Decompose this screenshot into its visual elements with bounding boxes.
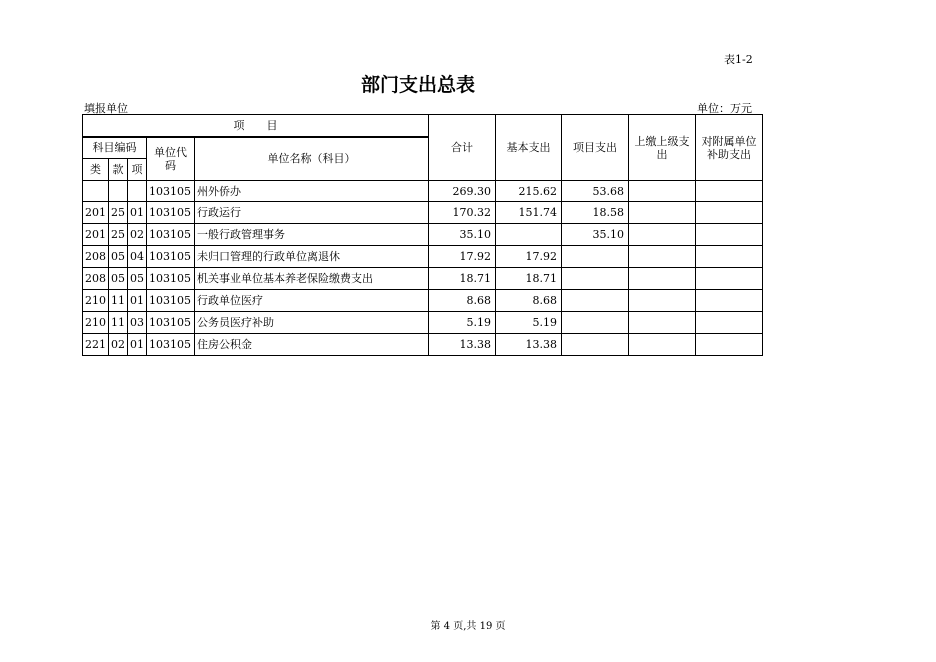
total-cell: 17.92 bbox=[429, 246, 496, 268]
section-cell: 11 bbox=[109, 290, 128, 312]
section-cell: 25 bbox=[109, 224, 128, 246]
project-expense-cell bbox=[562, 312, 629, 334]
basic-cell bbox=[496, 224, 562, 246]
unit-code-cell: 103105 bbox=[147, 202, 195, 224]
total-cell: 18.71 bbox=[429, 268, 496, 290]
form-number: 表1-2 bbox=[724, 53, 753, 66]
basic-cell: 151.74 bbox=[496, 202, 562, 224]
header-unit-code: 单位代码 bbox=[147, 137, 195, 181]
page-footer: 第 4 页,共 19 页 bbox=[430, 621, 506, 632]
table-row bbox=[83, 268, 763, 290]
unit-name-cell: 行政运行 bbox=[195, 202, 429, 224]
unit-label: 单位：万元 bbox=[697, 102, 752, 115]
subsidy-cell bbox=[696, 290, 763, 312]
total-cell: 269.30 bbox=[429, 181, 496, 202]
table-row bbox=[83, 202, 763, 224]
section-cell: 11 bbox=[109, 312, 128, 334]
unit-name-cell: 住房公积金 bbox=[195, 334, 429, 356]
project-expense-cell bbox=[562, 334, 629, 356]
table-row bbox=[83, 224, 763, 246]
header-upper-payment: 上缴上级支出 bbox=[629, 115, 696, 181]
upper-payment-cell bbox=[629, 312, 696, 334]
unit-code-cell: 103105 bbox=[147, 268, 195, 290]
table-row bbox=[83, 181, 763, 202]
upper-payment-cell bbox=[629, 268, 696, 290]
header-subsidy: 对附属单位补助支出 bbox=[696, 115, 763, 181]
basic-cell: 5.19 bbox=[496, 312, 562, 334]
section-cell bbox=[109, 181, 128, 202]
item-cell: 03 bbox=[128, 312, 147, 334]
item-cell bbox=[128, 181, 147, 202]
header-item: 项 bbox=[128, 159, 147, 181]
item-cell: 04 bbox=[128, 246, 147, 268]
unit-code-cell: 103105 bbox=[147, 246, 195, 268]
unit-code-cell: 103105 bbox=[147, 290, 195, 312]
class-cell bbox=[83, 181, 109, 202]
basic-cell: 13.38 bbox=[496, 334, 562, 356]
unit-code-cell: 103105 bbox=[147, 312, 195, 334]
subsidy-cell bbox=[696, 202, 763, 224]
subsidy-cell bbox=[696, 334, 763, 356]
class-cell: 221 bbox=[83, 334, 109, 356]
header-basic: 基本支出 bbox=[496, 115, 562, 181]
upper-payment-cell bbox=[629, 181, 696, 202]
unit-name-cell: 未归口管理的行政单位离退休 bbox=[195, 246, 429, 268]
section-cell: 02 bbox=[109, 334, 128, 356]
class-cell: 210 bbox=[83, 312, 109, 334]
table-row bbox=[83, 290, 763, 312]
unit-name-cell: 公务员医疗补助 bbox=[195, 312, 429, 334]
basic-cell: 215.62 bbox=[496, 181, 562, 202]
total-cell: 13.38 bbox=[429, 334, 496, 356]
total-cell: 8.68 bbox=[429, 290, 496, 312]
upper-payment-cell bbox=[629, 202, 696, 224]
header-class: 类 bbox=[83, 159, 109, 181]
header-unit-name: 单位名称（科目） bbox=[195, 137, 429, 181]
unit-code-cell: 103105 bbox=[147, 224, 195, 246]
item-cell: 05 bbox=[128, 268, 147, 290]
unit-name-cell: 州外侨办 bbox=[195, 181, 429, 202]
class-cell: 210 bbox=[83, 290, 109, 312]
upper-payment-cell bbox=[629, 224, 696, 246]
table-row bbox=[83, 246, 763, 268]
basic-cell: 8.68 bbox=[496, 290, 562, 312]
header-section: 款 bbox=[109, 159, 128, 181]
subsidy-cell bbox=[696, 268, 763, 290]
subsidy-cell bbox=[696, 224, 763, 246]
expenditure-table bbox=[82, 114, 763, 356]
total-cell: 5.19 bbox=[429, 312, 496, 334]
header-subject-code: 科目编码 bbox=[83, 137, 147, 159]
item-cell: 01 bbox=[128, 202, 147, 224]
section-cell: 05 bbox=[109, 246, 128, 268]
header-total: 合计 bbox=[429, 115, 496, 181]
class-cell: 208 bbox=[83, 268, 109, 290]
table-row bbox=[83, 334, 763, 356]
header-project-expense: 项目支出 bbox=[562, 115, 629, 181]
unit-code-cell: 103105 bbox=[147, 181, 195, 202]
filler-label: 填报单位 bbox=[84, 102, 128, 115]
unit-name-cell: 一般行政管理事务 bbox=[195, 224, 429, 246]
unit-name-cell: 机关事业单位基本养老保险缴费支出 bbox=[195, 268, 429, 290]
project-expense-cell: 53.68 bbox=[562, 181, 629, 202]
project-expense-cell bbox=[562, 290, 629, 312]
project-expense-cell bbox=[562, 246, 629, 268]
project-expense-cell: 18.58 bbox=[562, 202, 629, 224]
class-cell: 201 bbox=[83, 202, 109, 224]
project-expense-cell: 35.10 bbox=[562, 224, 629, 246]
subsidy-cell bbox=[696, 181, 763, 202]
item-cell: 01 bbox=[128, 334, 147, 356]
table-row bbox=[83, 312, 763, 334]
section-cell: 05 bbox=[109, 268, 128, 290]
total-cell: 170.32 bbox=[429, 202, 496, 224]
project-expense-cell bbox=[562, 268, 629, 290]
page-title: 部门支出总表 bbox=[360, 74, 475, 96]
section-cell: 25 bbox=[109, 202, 128, 224]
item-cell: 01 bbox=[128, 290, 147, 312]
subsidy-cell bbox=[696, 246, 763, 268]
upper-payment-cell bbox=[629, 334, 696, 356]
unit-name-cell: 行政单位医疗 bbox=[195, 290, 429, 312]
header-project: 项 目 bbox=[83, 115, 429, 137]
basic-cell: 18.71 bbox=[496, 268, 562, 290]
class-cell: 208 bbox=[83, 246, 109, 268]
basic-cell: 17.92 bbox=[496, 246, 562, 268]
total-cell: 35.10 bbox=[429, 224, 496, 246]
upper-payment-cell bbox=[629, 290, 696, 312]
class-cell: 201 bbox=[83, 224, 109, 246]
unit-code-cell: 103105 bbox=[147, 334, 195, 356]
subsidy-cell bbox=[696, 312, 763, 334]
upper-payment-cell bbox=[629, 246, 696, 268]
item-cell: 02 bbox=[128, 224, 147, 246]
